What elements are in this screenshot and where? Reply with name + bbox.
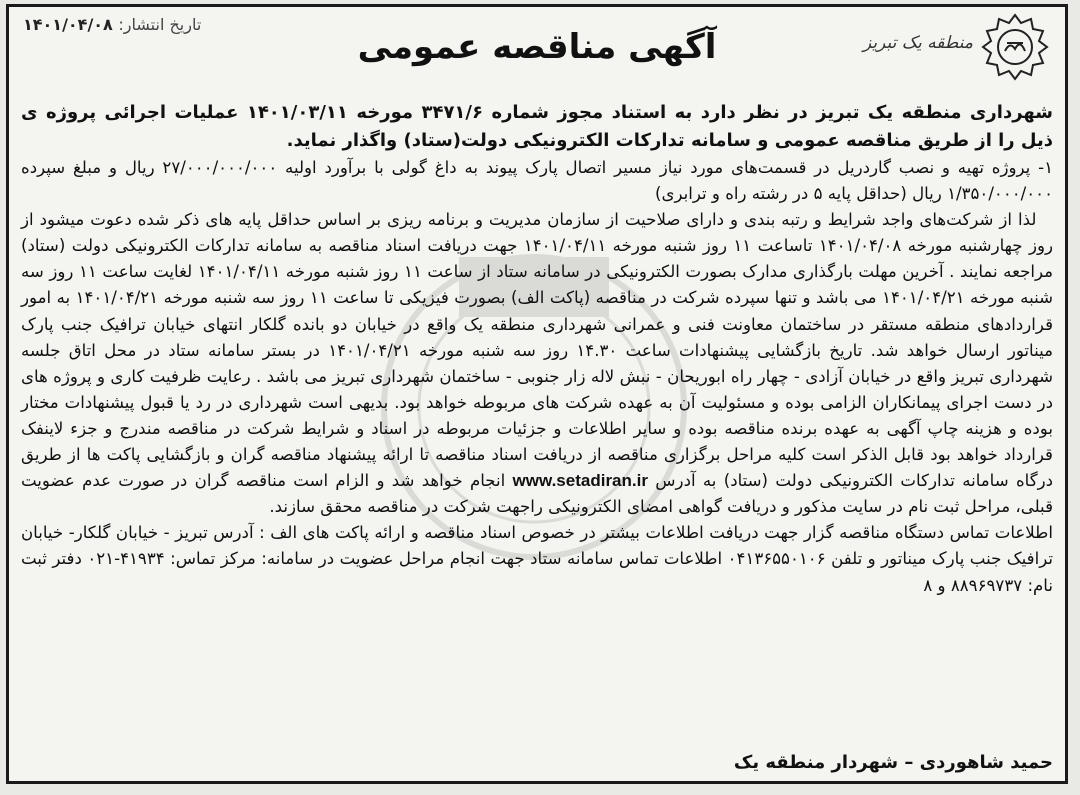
setadiran-link[interactable]: www.setadiran.ir: [512, 471, 648, 491]
project-item-1: ۱- پروژه تهیه و نصب گاردریل در قسمت‌های مورد نیاز مسیر اتصال پارک پیوند به داغ گولی با برآورد اولیه ۲۷/۰۰۰/۰۰۰/۰۰۰ ریال و مبلغ سپرده ۱/۳۵۰/۰۰۰/۰۰۰ ریال (حداقل پایه ۵ در رشته راه و ترابری): [21, 158, 1053, 204]
invitation-paragraph: [21, 207, 1053, 520]
notice-body: [21, 99, 1053, 599]
publish-date-label: تاریخ انتشار:: [118, 15, 202, 34]
invitation-text-end: انجام خواهد شد و الزام است مناقصه گران در صورت عدم عضویت قبلی، مراحل ثبت نام در سایت مذکور و دریافت گواهی امضای الکترونیکی راجهت شرکت در مناقصه محقق سازند.: [21, 471, 1053, 517]
logo-caption: منطقه یک تبریز: [862, 33, 973, 53]
publish-date-value: ۱۴۰۱/۰۴/۰۸: [23, 15, 113, 34]
tender-notice: [6, 4, 1068, 784]
signature: حمید شاهوردی – شهردار منطقه یک: [733, 752, 1053, 773]
notice-header: [9, 7, 1065, 99]
contact-paragraph: اطلاعات تماس دستگاه مناقصه گزار جهت دریافت اطلاعات بیشتر در خصوص اسناد مناقصه و ارائه پاکت های الف : آدرس تبریز - خیابان گلکار- خیابان ترافیک جنب پارک میناتور و تلفن ۰۴۱۳۶۵۵۰۱۰۶ اطلاعات تماس سامانه ستاد جهت انجام مراحل عضویت در سامانه: مرکز تماس: ۴۱۹۳۴-۰۲۱ دفتر ثبت نام: ۸۸۹۶۹۷۳۷ و ۸: [21, 523, 1053, 595]
publish-date: [23, 15, 201, 34]
notice-title: آگهی مناقصه عمومی: [357, 27, 717, 67]
invitation-text: لذا از شرکت‌های واجد شرایط و رتبه بندی و دارای صلاحیت از سازمان مدیریت و برنامه ریزی بر اساس حداقل پایه های ذکر شده دعوت میشود از روز چهارشنبه مورخه ۱۴۰۱/۰۴/۰۸ تاساعت ۱۱ روز شنبه مورخه ۱۴۰۱/۰۴/۱۱ جهت دریافت اسناد مناقصه به سامانه تدارکات الکترونیکی دولت (ستاد) مراجعه نمایند . آخرین مهلت بارگذاری مدارک بصورت الکترونیکی در سامانه ستاد از ساعت ۱۱ روز شنبه مورخه ۱۴۰۱/۰۴/۱۱ لغایت ساعت ۱۱ روز سه شنبه مورخه ۱۴۰۱/۰۴/۲۱ می باشد و تنها سپرده شرکت در مناقصه (پاکت الف) بصورت فیزیکی تا ساعت ۱۱ روز سه شنبه مورخه ۱۴۰۱/۰۴/۲۱ به امور قراردادهای منطقه مستقر در ساختمان معاونت فنی و عمرانی شهرداری منطقه یک واقع در خیابان دو بانده گلکار انتهای خیابان ترافیک جنب پارک میناتور ارسال خواهد شد. تاریخ بازگشایی پیشنهادات ساعت ۱۴.۳۰ روز سه شنبه مورخه ۱۴۰۱/۰۴/۲۱ در بستر سامانه ستاد در محل اتاق جلسه شهرداری تبریز واقع در خیابان آزادی - چهار راه ابوریحان - نبش لاله زار جنوبی - ساختمان شهرداری تبریز می باشد . رعایت ظرفیت کاری و پروژه های در دست اجرای پیمانکاران الزامی بوده و مسئولیت آن به عهده شرکت های مربوطه خواهد بود. بدیهی است شهرداری در رد یا قبول پیشنهادات مختار بوده و هزینه چاپ آگهی به عهده برنده مناقصه بوده و سایر اطلاعات و جزئیات مربوطه در اسناد و شرایط شرکت در مناقصه مندرج و جزء لاینفک قرارداد خواهد بود قابل الذکر است کلیه مراحل برگزاری مناقصه از دریافت اسناد مناقصه تا ارائه پیشنهاد مناقصه گران و بازگشایی پاکت ها از طریق درگاه سامانه تدارکات الکترونیکی دولت (ستاد) به آدرس: [21, 210, 1054, 491]
lead-paragraph: شهرداری منطقه یک تبریز در نظر دارد به استناد مجوز شماره ۳۴۷۱/۶ مورخه ۱۴۰۱/۰۳/۱۱ عملیات اجرائی پروژه ی ذیل را از طریق مناقصه عمومی و سامانه تدارکات الکترونیکی دولت(ستاد) واگذار نماید.: [21, 102, 1053, 151]
